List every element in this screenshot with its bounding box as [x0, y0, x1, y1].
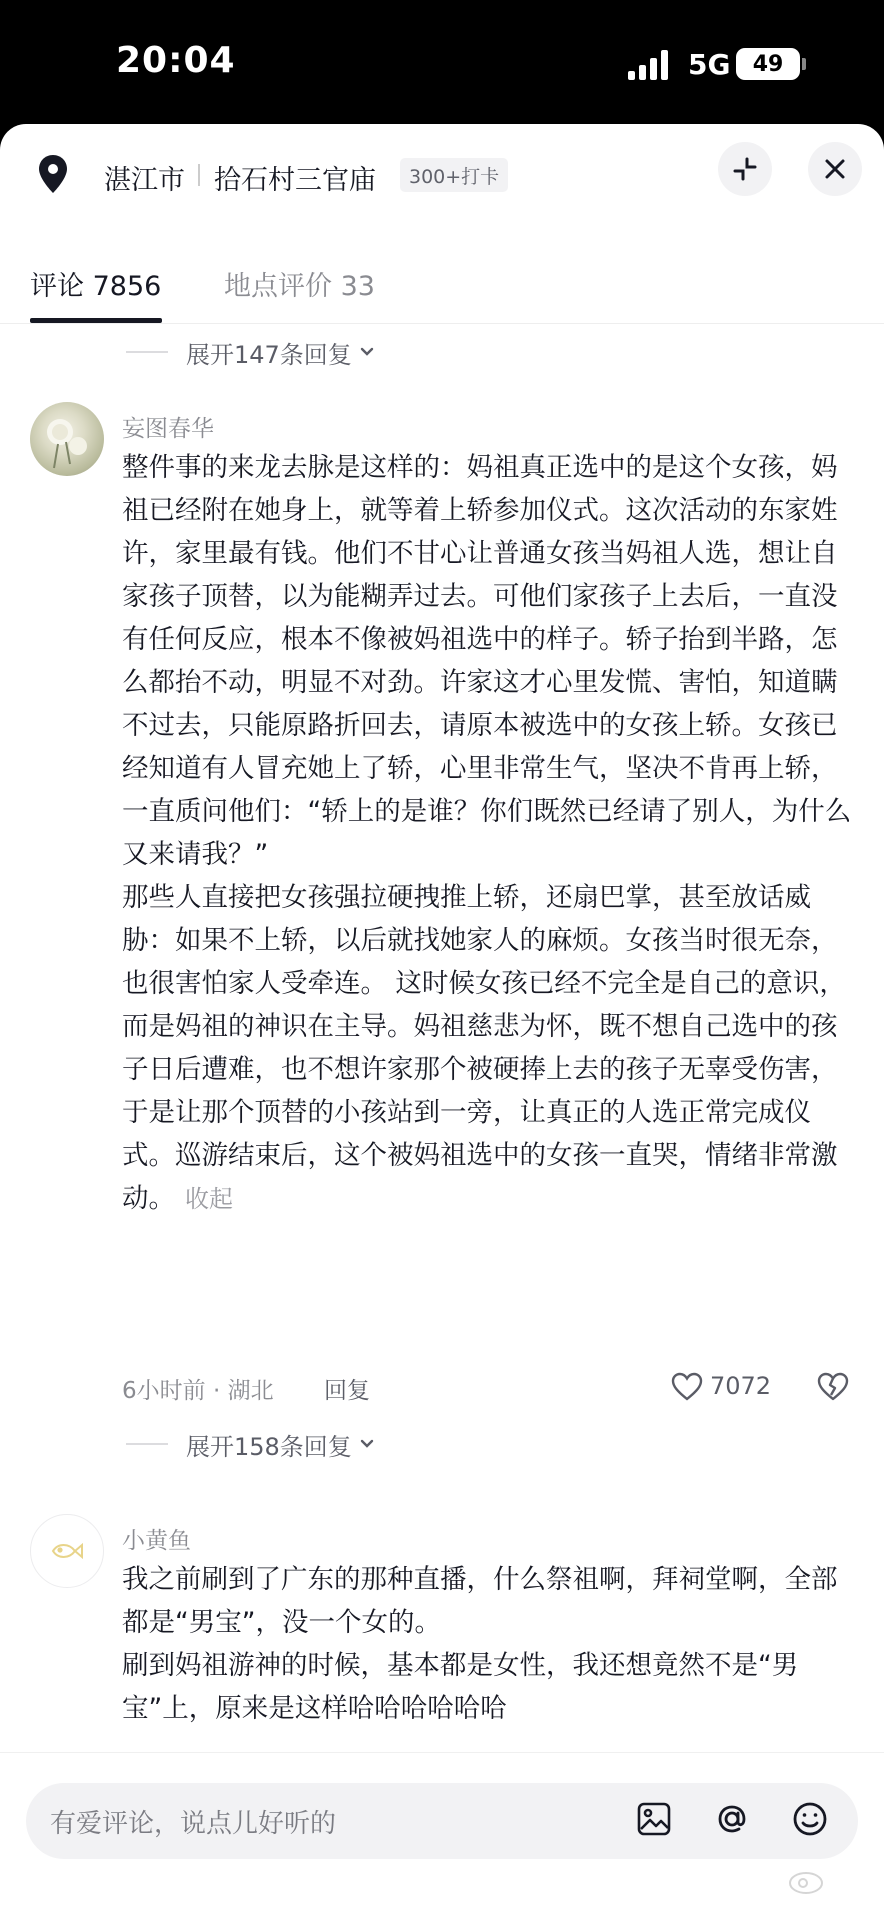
- collapse-button[interactable]: [718, 142, 772, 196]
- comment-time-location: 6小时前 · 湖北: [122, 1378, 274, 1404]
- reply-button[interactable]: 回复: [324, 1378, 370, 1404]
- comment-username[interactable]: 小黄鱼: [122, 1528, 191, 1554]
- chevron-down-icon: [358, 343, 376, 361]
- watermark-logo-icon: [786, 1865, 826, 1895]
- expand-replies-button[interactable]: [126, 1426, 376, 1462]
- checkin-badge: 300+打卡: [400, 158, 508, 192]
- status-bar: [0, 0, 884, 124]
- close-button[interactable]: [808, 142, 862, 196]
- comment-text: [122, 446, 852, 1221]
- fish-icon: [49, 1539, 85, 1563]
- tab-bar: [0, 244, 884, 324]
- comment-input-placeholder: 有爱评论，说点儿好听的: [50, 1809, 337, 1839]
- comment-paragraph: 刷到妈祖游神的时候，基本都是女性，我还想竟然不是“男宝”上，原来是这样哈哈哈哈哈哈: [122, 1650, 799, 1724]
- comment-paragraph: 那些人直接把女孩强拉硬拽推上轿，还扇巴掌，甚至放话威胁：如果不上轿，以后就找她家人的麻烦。女孩当时很无奈，也很害怕家人受牵连。 这时候女孩已经不完全是自己的意识，而是妈祖的神识在主导。妈祖慈悲为怀，既不想自己选中的孩子日后遭难，也不想许家那个被硬捧上去的孩子无辜受伤害，于是让那个顶替的小孩站到一旁，让真正的人选正常完成仪式。巡游结束后，这个被妈祖选中的女孩一直哭，情绪非常激动。: [122, 882, 846, 1214]
- battery-indicator: 49: [736, 48, 800, 80]
- divider-dash: [126, 1443, 168, 1445]
- tab-place-reviews[interactable]: 地点评价 33: [224, 271, 375, 302]
- comment-text: [122, 1558, 852, 1730]
- comment-paragraph: 整件事的来龙去脉是这样的：妈祖真正选中的是这个女孩，妈祖已经附在她身上，就等着上轿参加仪式。这次活动的东家姓许，家里最有钱。他们不甘心让普通女孩当妈祖人选，想让自家孩子顶替，以为能糊弄过去。可他们家孩子上去后，一直没有任何反应，根本不像被妈祖选中的样子。轿子抬到半路，怎么都抬不动，明显不对劲。许家这才心里发慌、害怕，知道瞒不过去，只能原路折回去，请原本被选中的女孩上轿。女孩已经知道有人冒充她上了轿，心里非常生气，坚决不肯再上轿，一直质问他们：“轿上的是谁？你们既然已经请了别人，为什么又来请我？”: [122, 452, 852, 870]
- separator: [198, 164, 200, 186]
- comment-meta: [122, 1370, 862, 1406]
- at-mention-icon[interactable]: [708, 1795, 756, 1843]
- city-name[interactable]: 湛江市: [104, 165, 185, 196]
- comment-username[interactable]: 妄图春华: [122, 416, 214, 442]
- status-time: 20:04: [116, 40, 236, 81]
- chevron-down-icon: [358, 1435, 376, 1453]
- broken-heart-icon[interactable]: [816, 1370, 850, 1404]
- image-icon[interactable]: [630, 1795, 678, 1843]
- expand-replies-button[interactable]: [126, 334, 376, 370]
- avatar[interactable]: [30, 1514, 104, 1588]
- expand-replies-label: 展开158条回复: [186, 1432, 352, 1461]
- avatar[interactable]: [30, 402, 104, 476]
- close-icon: [823, 157, 847, 181]
- collapse-text-link[interactable]: 收起: [185, 1185, 233, 1213]
- place-name[interactable]: 拾石村三官庙: [214, 165, 376, 196]
- heart-icon[interactable]: [670, 1370, 704, 1404]
- collapse-arrows-icon: [731, 155, 759, 183]
- comments-sheet: [0, 124, 884, 1920]
- active-tab-indicator: [30, 318, 162, 323]
- comment-input-bar: [0, 1752, 884, 1920]
- network-type: 5G: [688, 48, 731, 81]
- signal-icon: [628, 50, 672, 80]
- divider-dash: [126, 351, 168, 353]
- tab-comments[interactable]: 评论 7856: [30, 271, 162, 302]
- location-header: [0, 124, 884, 224]
- like-count: 7072: [710, 1372, 772, 1400]
- emoji-icon[interactable]: [786, 1795, 834, 1843]
- expand-replies-label: 展开147条回复: [186, 340, 352, 369]
- map-pin-icon: [38, 154, 68, 194]
- comment-paragraph: 我之前刷到了广东的那种直播，什么祭祖啊，拜祠堂啊，全部都是“男宝”，没一个女的。: [122, 1564, 838, 1638]
- rose-avatar-image: [30, 402, 104, 476]
- comment-input[interactable]: [26, 1783, 858, 1859]
- comment-paragraph-with-fold: [122, 876, 852, 1221]
